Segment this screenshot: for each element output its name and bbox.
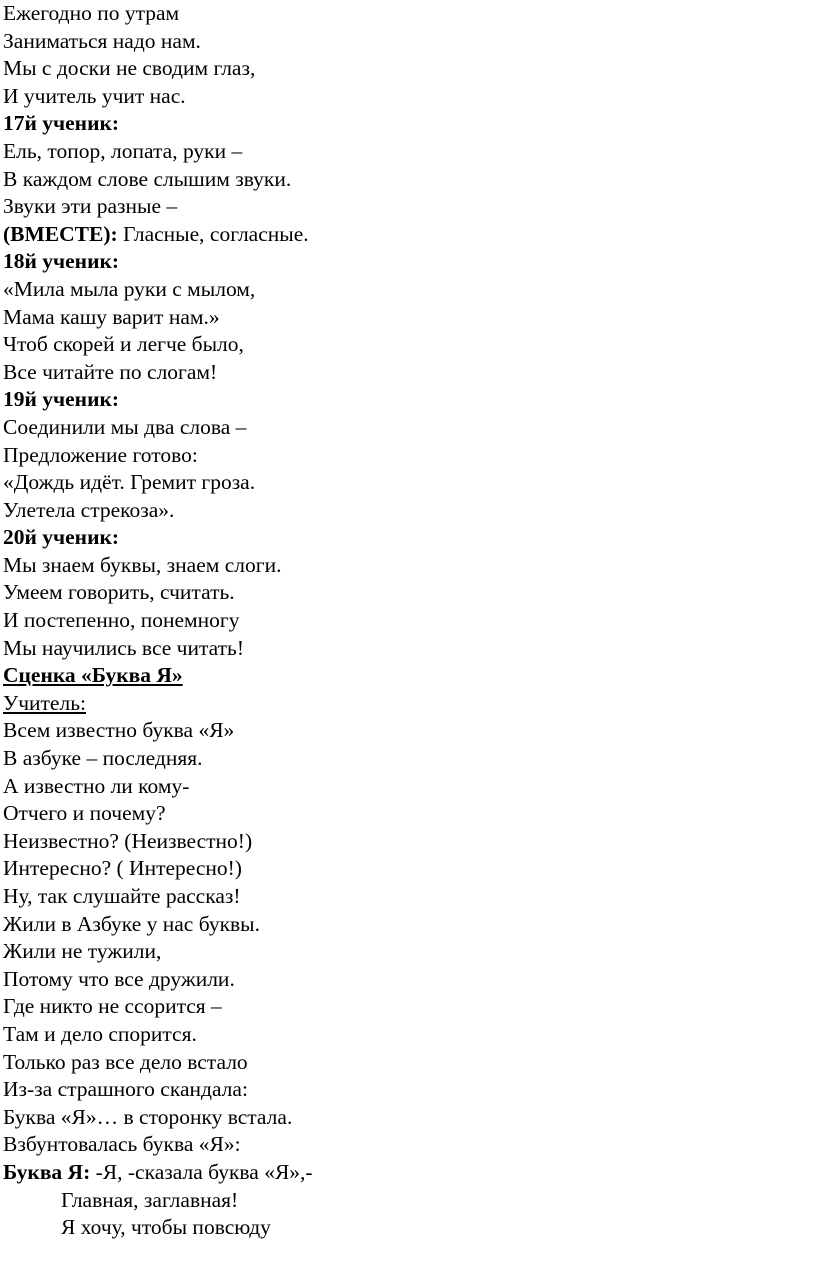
poem-line: Умеем говорить, считать. [3, 580, 235, 605]
poem-line: Всем известно буква «Я» [3, 718, 235, 743]
poem-line: А известно ли кому- [3, 773, 190, 798]
poem-line: И постепенно, понемногу [3, 608, 240, 633]
poem-line: Там и дело спорится. [3, 1021, 197, 1046]
speaker-label-17: 17й ученик: [3, 111, 120, 136]
poem-line: Из-за страшного скандала: [3, 1077, 248, 1102]
together-label: (ВМЕСТЕ): [3, 221, 118, 246]
together-line [3, 221, 816, 249]
poem-line: Интересно? ( Интересно!) [3, 856, 242, 881]
speaker-label-20: 20й ученик: [3, 525, 120, 550]
poem-line: Главная, заглавная! [61, 1187, 239, 1212]
poem-line: Заниматься надо нам. [3, 28, 201, 53]
letter-text: -Я, -сказала буква «Я»,- [90, 1159, 313, 1184]
poem-line: Чтоб скорей и легче было, [3, 332, 244, 357]
speaker-label-18: 18й ученик: [3, 249, 120, 274]
poem-line: Предложение готово: [3, 442, 198, 467]
poem-line: Соединили мы два слова – [3, 414, 247, 439]
poem-line: В азбуке – последняя. [3, 746, 203, 771]
poem-line: Только раз все дело встало [3, 1049, 248, 1074]
poem-line: И учитель учит нас. [3, 83, 186, 108]
poem-line: Мы научились все читать! [3, 635, 244, 660]
poem-line: Буква «Я»… в сторонку встала. [3, 1104, 293, 1129]
letter-label: Буква Я: [3, 1159, 91, 1184]
teacher-label-line [3, 690, 816, 718]
poem-line: Все читайте по слогам! [3, 359, 218, 384]
poem-line: «Дождь идёт. Гремит гроза. [3, 470, 256, 495]
teacher-label: Учитель: [3, 690, 86, 715]
poem-line: В каждом слове слышим звуки. [3, 166, 292, 191]
poem-line: Улетела стрекоза». [3, 497, 175, 522]
poem-line: «Мила мыла руки с мылом, [3, 276, 256, 301]
poem-line: Жили не тужили, [3, 939, 162, 964]
letter-speech-line [3, 1159, 816, 1187]
poem-line: Ель, топор, лопата, руки – [3, 138, 243, 163]
poem-line: Мы знаем буквы, знаем слоги. [3, 552, 282, 577]
poem-line: Где никто не ссорится – [3, 994, 222, 1019]
scene-title: Сценка «Буква Я» [3, 663, 183, 688]
poem-line: Звуки эти разные – [3, 194, 178, 219]
speaker-label-19: 19й ученик: [3, 387, 120, 412]
poem-line: Я хочу, чтобы повсюду [61, 1215, 271, 1240]
poem-line: Мы с доски не сводим глаз, [3, 56, 256, 81]
poem-line: Мама кашу варит нам.» [3, 304, 220, 329]
together-text: Гласные, согласные. [117, 221, 309, 246]
poem-line: Ну, так слушайте рассказ! [3, 884, 241, 908]
poem-line: Отчего и почему? [3, 801, 166, 826]
poem-line: Взбунтовалась буква «Я»: [3, 1132, 241, 1157]
poem-line: Неизвестно? (Неизвестно!) [3, 828, 253, 853]
poem-line: Потому что все дружили. [3, 966, 235, 991]
poem-line: Жили в Азбуке у нас буквы. [3, 911, 261, 936]
poem-line: Ежегодно по утрам [3, 1, 180, 25]
